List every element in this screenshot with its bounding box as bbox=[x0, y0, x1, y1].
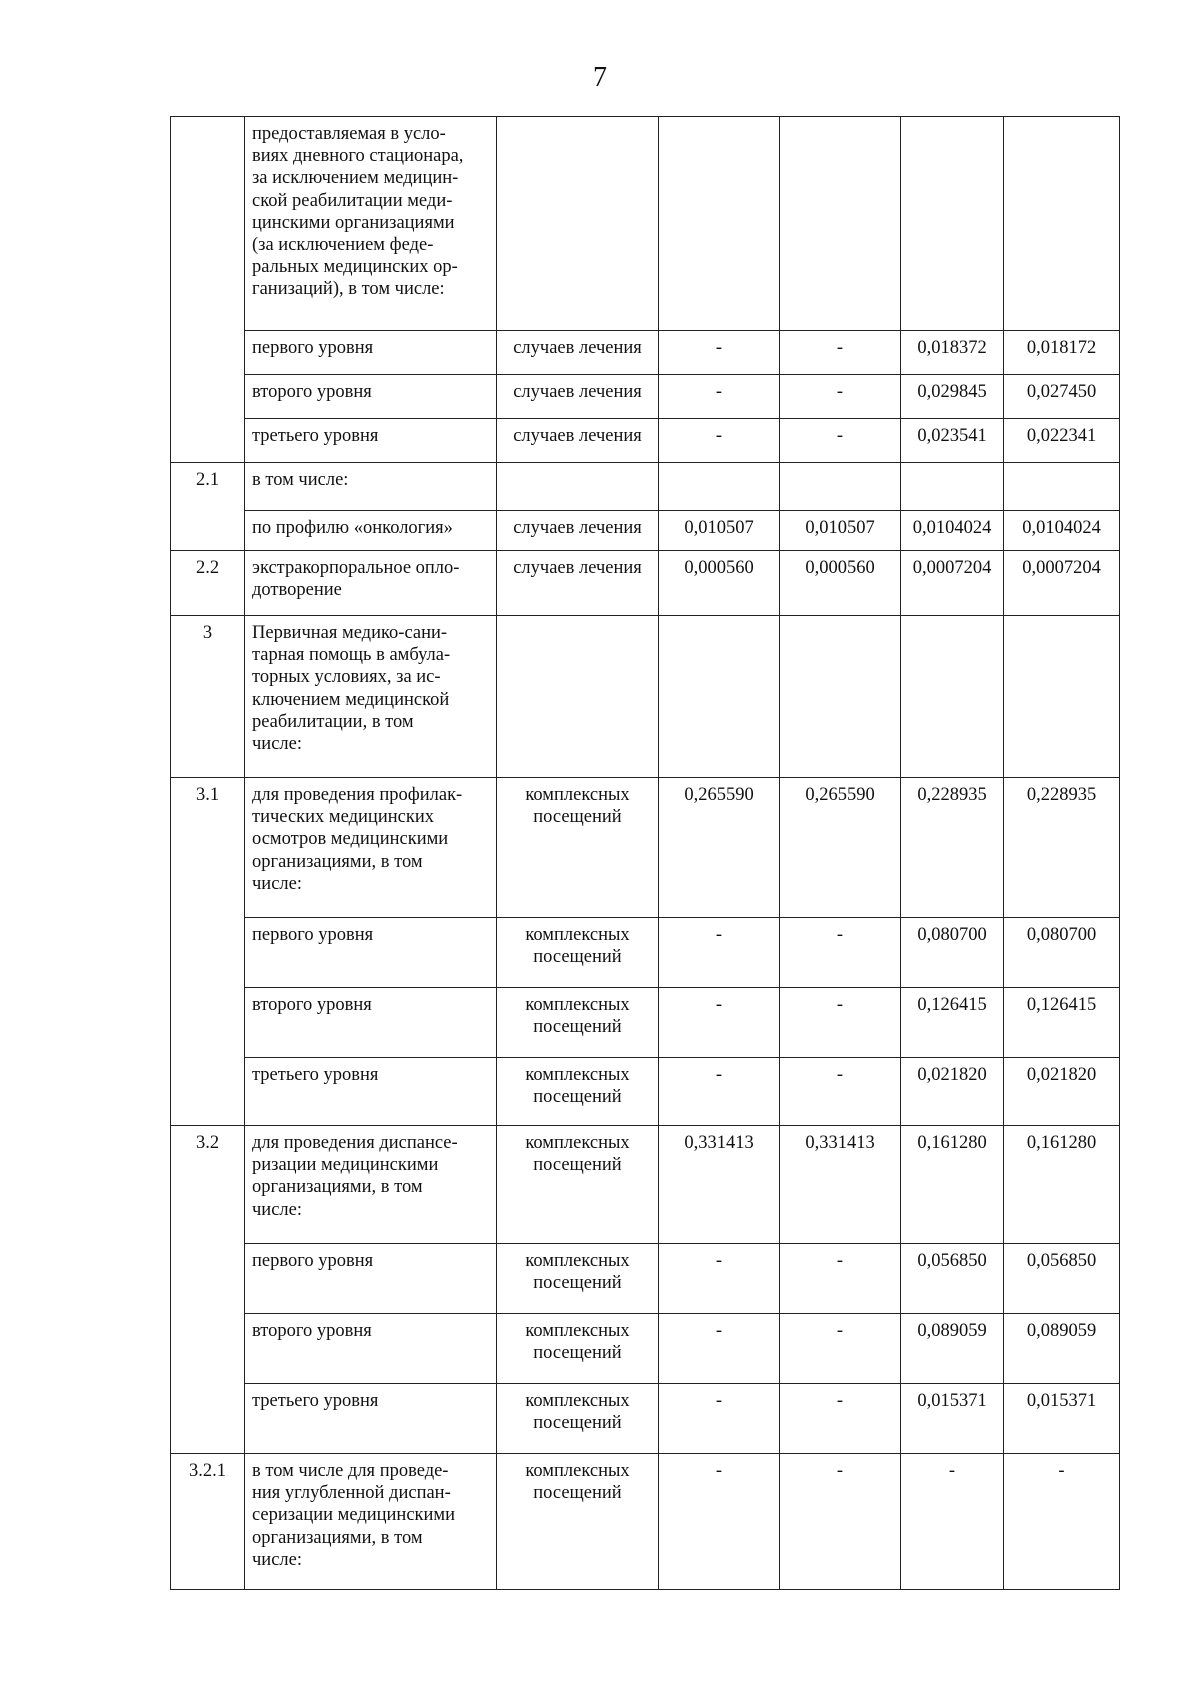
row-name: экстракорпоральное опло- дотворение bbox=[245, 551, 497, 616]
row-value-3: 0,161280 bbox=[901, 1126, 1004, 1244]
row-number bbox=[171, 1384, 245, 1454]
row-unit: комплексных посещений bbox=[497, 1244, 659, 1314]
row-number bbox=[171, 419, 245, 463]
row-name: по профилю «онкология» bbox=[245, 511, 497, 551]
row-value-2: - bbox=[780, 1244, 901, 1314]
row-value-3: 0,080700 bbox=[901, 918, 1004, 988]
row-unit: комплексных посещений bbox=[497, 1126, 659, 1244]
row-value-4: 0,021820 bbox=[1004, 1058, 1120, 1126]
table-row bbox=[171, 1126, 1120, 1244]
row-name: второго уровня bbox=[245, 988, 497, 1058]
row-value-2: - bbox=[780, 988, 901, 1058]
table-row bbox=[171, 331, 1120, 375]
row-value-1: - bbox=[659, 1454, 780, 1590]
row-value-3: 0,018372 bbox=[901, 331, 1004, 375]
row-number bbox=[171, 117, 245, 331]
row-number: 3 bbox=[171, 616, 245, 778]
table-row bbox=[171, 1384, 1120, 1454]
row-value-1: - bbox=[659, 1384, 780, 1454]
table-body bbox=[171, 117, 1120, 1590]
row-name: первого уровня bbox=[245, 1244, 497, 1314]
row-unit: комплексных посещений bbox=[497, 778, 659, 918]
row-value-2: - bbox=[780, 1454, 901, 1590]
row-value-4: 0,0104024 bbox=[1004, 511, 1120, 551]
row-unit: случаев лечения bbox=[497, 551, 659, 616]
row-value-1: - bbox=[659, 1244, 780, 1314]
row-value-4: 0,089059 bbox=[1004, 1314, 1120, 1384]
row-name: первого уровня bbox=[245, 331, 497, 375]
row-value-3 bbox=[901, 463, 1004, 511]
row-value-1: 0,000560 bbox=[659, 551, 780, 616]
row-value-3: 0,023541 bbox=[901, 419, 1004, 463]
row-value-3: 0,126415 bbox=[901, 988, 1004, 1058]
row-value-1: - bbox=[659, 988, 780, 1058]
row-value-3: 0,228935 bbox=[901, 778, 1004, 918]
row-value-2: - bbox=[780, 918, 901, 988]
row-name: в том числе: bbox=[245, 463, 497, 511]
indicators-table bbox=[170, 116, 1120, 1590]
row-value-1: - bbox=[659, 1058, 780, 1126]
row-value-1 bbox=[659, 616, 780, 778]
row-value-1: 0,010507 bbox=[659, 511, 780, 551]
row-value-3: 0,089059 bbox=[901, 1314, 1004, 1384]
row-name: второго уровня bbox=[245, 375, 497, 419]
row-value-2: 0,000560 bbox=[780, 551, 901, 616]
row-name: для проведения диспансе- ризации медицинскими организациями, в том числе: bbox=[245, 1126, 497, 1244]
table-row bbox=[171, 511, 1120, 551]
row-unit: комплексных посещений bbox=[497, 988, 659, 1058]
row-name: в том числе для проведе- ния углубленной диспан- серизации медицинскими организациями, в том числе: bbox=[245, 1454, 497, 1590]
row-value-3: - bbox=[901, 1454, 1004, 1590]
row-value-1: - bbox=[659, 331, 780, 375]
row-value-1 bbox=[659, 117, 780, 331]
row-value-4: - bbox=[1004, 1454, 1120, 1590]
row-number: 3.2 bbox=[171, 1126, 245, 1244]
row-unit: комплексных посещений bbox=[497, 1314, 659, 1384]
row-value-4: 0,022341 bbox=[1004, 419, 1120, 463]
row-value-2: - bbox=[780, 331, 901, 375]
table-row bbox=[171, 616, 1120, 778]
row-value-2: 0,331413 bbox=[780, 1126, 901, 1244]
row-value-1: - bbox=[659, 918, 780, 988]
row-value-4 bbox=[1004, 616, 1120, 778]
row-number: 3.1 bbox=[171, 778, 245, 918]
row-value-4: 0,228935 bbox=[1004, 778, 1120, 918]
row-value-1: - bbox=[659, 375, 780, 419]
row-number: 3.2.1 bbox=[171, 1454, 245, 1590]
row-value-4: 0,015371 bbox=[1004, 1384, 1120, 1454]
row-number: 2.1 bbox=[171, 463, 245, 511]
row-value-1: 0,331413 bbox=[659, 1126, 780, 1244]
row-value-2: 0,265590 bbox=[780, 778, 901, 918]
row-unit: случаев лечения bbox=[497, 375, 659, 419]
row-value-4: 0,161280 bbox=[1004, 1126, 1120, 1244]
row-value-4 bbox=[1004, 117, 1120, 331]
row-value-1: - bbox=[659, 1314, 780, 1384]
table-row bbox=[171, 551, 1120, 616]
row-value-1: - bbox=[659, 419, 780, 463]
row-unit: комплексных посещений bbox=[497, 1454, 659, 1590]
table-row bbox=[171, 419, 1120, 463]
row-value-3: 0,029845 bbox=[901, 375, 1004, 419]
row-unit bbox=[497, 117, 659, 331]
row-value-4: 0,126415 bbox=[1004, 988, 1120, 1058]
table-row bbox=[171, 918, 1120, 988]
table-row bbox=[171, 1058, 1120, 1126]
row-value-4: 0,0007204 bbox=[1004, 551, 1120, 616]
row-value-2: - bbox=[780, 1384, 901, 1454]
row-value-3 bbox=[901, 117, 1004, 331]
row-name: второго уровня bbox=[245, 1314, 497, 1384]
row-unit: случаев лечения bbox=[497, 511, 659, 551]
page-number: 7 bbox=[593, 62, 607, 93]
row-name: предоставляемая в усло- виях дневного стационара, за исключением медицин- ской реабилитации меди- цинскими организациями (за исключением феде- ральных медицинских ор- ганизаций), в том числе: bbox=[245, 117, 497, 331]
row-value-3: 0,056850 bbox=[901, 1244, 1004, 1314]
table-row bbox=[171, 463, 1120, 511]
row-value-3: 0,0007204 bbox=[901, 551, 1004, 616]
row-number bbox=[171, 331, 245, 375]
row-value-1: 0,265590 bbox=[659, 778, 780, 918]
row-value-2: - bbox=[780, 375, 901, 419]
row-value-2: - bbox=[780, 1314, 901, 1384]
row-name: Первичная медико-сани- тарная помощь в амбула- торных условиях, за ис- ключением медицинской реабилитации, в том числе: bbox=[245, 616, 497, 778]
row-number bbox=[171, 1314, 245, 1384]
row-value-2: - bbox=[780, 419, 901, 463]
row-number bbox=[171, 375, 245, 419]
row-value-4: 0,056850 bbox=[1004, 1244, 1120, 1314]
row-unit: комплексных посещений bbox=[497, 1058, 659, 1126]
table-row bbox=[171, 778, 1120, 918]
row-value-3 bbox=[901, 616, 1004, 778]
row-value-2: 0,010507 bbox=[780, 511, 901, 551]
row-number bbox=[171, 1244, 245, 1314]
table-row bbox=[171, 375, 1120, 419]
row-unit bbox=[497, 616, 659, 778]
row-value-2 bbox=[780, 616, 901, 778]
row-value-2: - bbox=[780, 1058, 901, 1126]
row-name: третьего уровня bbox=[245, 1384, 497, 1454]
row-value-3: 0,021820 bbox=[901, 1058, 1004, 1126]
row-number bbox=[171, 988, 245, 1058]
row-name: первого уровня bbox=[245, 918, 497, 988]
table-row bbox=[171, 1244, 1120, 1314]
table-row bbox=[171, 1454, 1120, 1590]
row-unit bbox=[497, 463, 659, 511]
row-value-2 bbox=[780, 463, 901, 511]
row-value-4: 0,027450 bbox=[1004, 375, 1120, 419]
row-value-2 bbox=[780, 117, 901, 331]
row-value-3: 0,015371 bbox=[901, 1384, 1004, 1454]
table-row bbox=[171, 988, 1120, 1058]
row-name: третьего уровня bbox=[245, 1058, 497, 1126]
row-unit: случаев лечения bbox=[497, 331, 659, 375]
row-value-1 bbox=[659, 463, 780, 511]
row-unit: комплексных посещений bbox=[497, 918, 659, 988]
row-number bbox=[171, 918, 245, 988]
row-number bbox=[171, 1058, 245, 1126]
row-name: для проведения профилак- тических медицинских осмотров медицинскими организациями, в том числе: bbox=[245, 778, 497, 918]
table-row bbox=[171, 1314, 1120, 1384]
row-value-4 bbox=[1004, 463, 1120, 511]
row-number bbox=[171, 511, 245, 551]
row-name: третьего уровня bbox=[245, 419, 497, 463]
row-value-4: 0,018172 bbox=[1004, 331, 1120, 375]
row-number: 2.2 bbox=[171, 551, 245, 616]
row-value-3: 0,0104024 bbox=[901, 511, 1004, 551]
row-value-4: 0,080700 bbox=[1004, 918, 1120, 988]
row-unit: комплексных посещений bbox=[497, 1384, 659, 1454]
row-unit: случаев лечения bbox=[497, 419, 659, 463]
table-row bbox=[171, 117, 1120, 331]
